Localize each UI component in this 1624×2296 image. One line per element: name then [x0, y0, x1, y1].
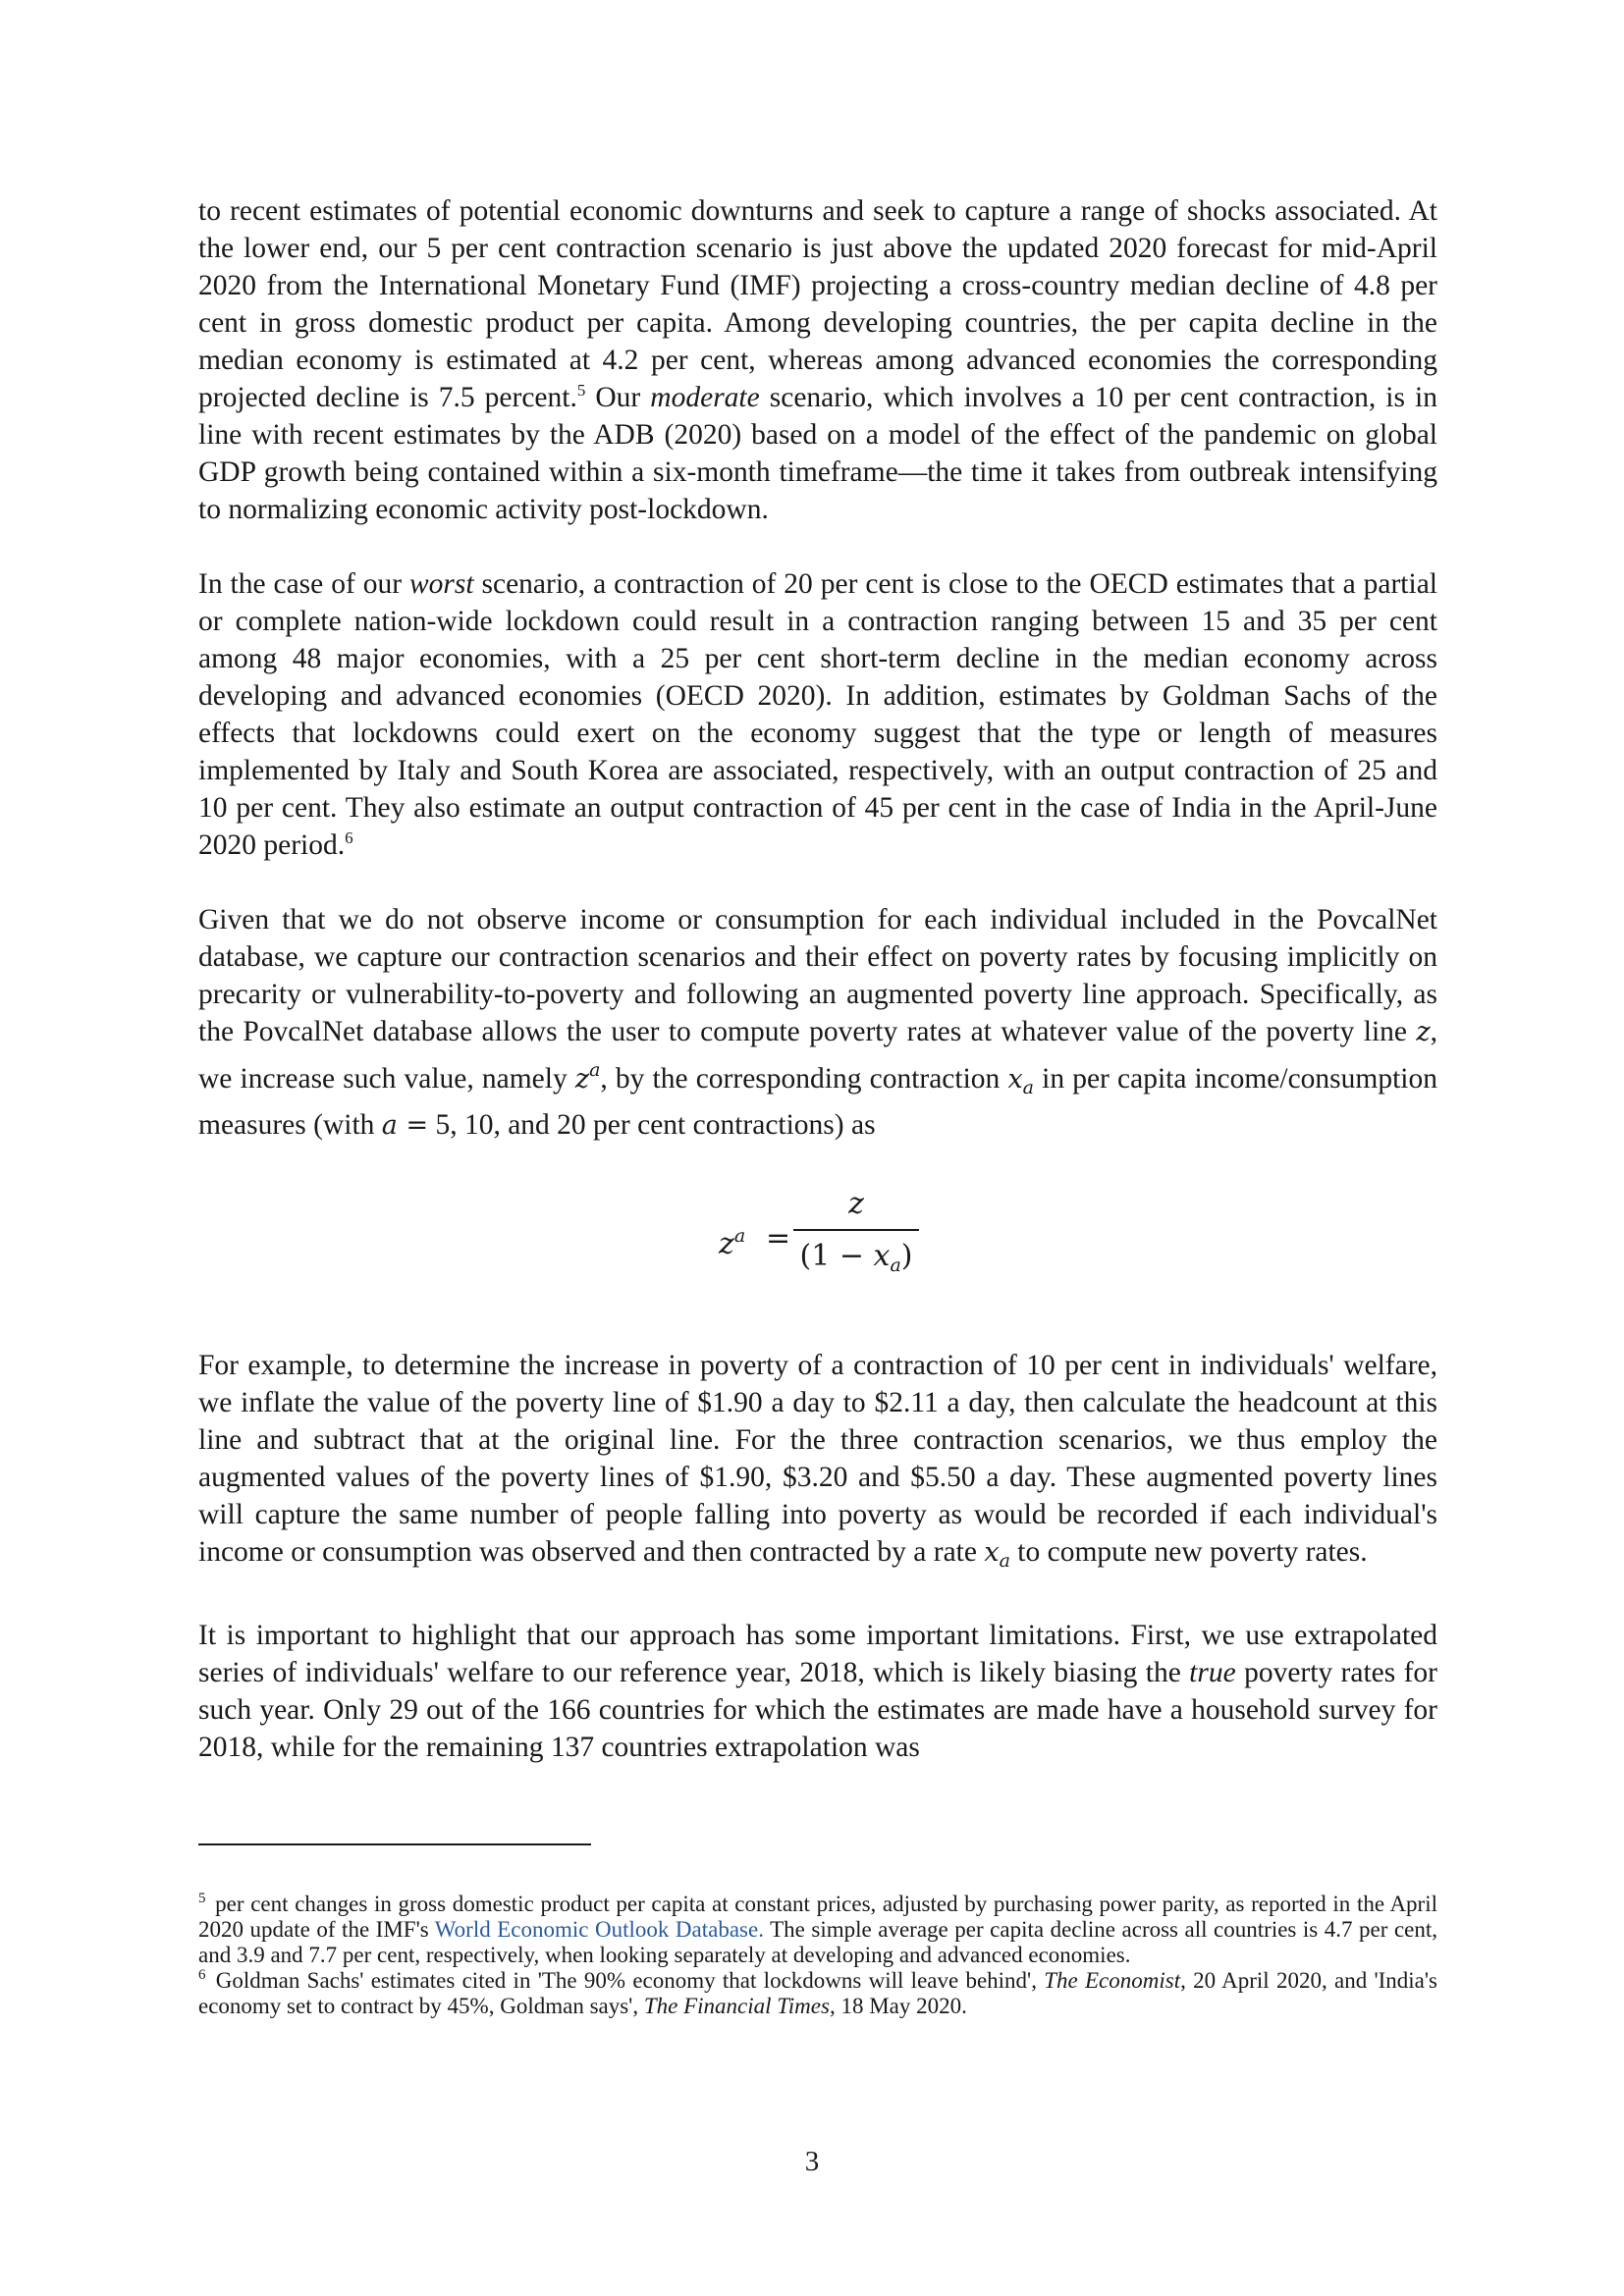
paragraph-5: It is important to highlight that our approach has some important limitations. First, we use extrapolated series of individuals' welfare to our reference year, 2018, which is likely biasing the true poverty rates for such year. Only 29 out of the 166 countries for which the estimates are made have a household survey for 2018, while for the remaining 137 countries extrapolation was [198, 1620, 1437, 1763]
equation-equals: = [766, 1221, 791, 1255]
equation-numerator: z [848, 1187, 864, 1221]
paragraph-2: In the case of our worst scenario, a contraction of 20 per cent is close to the OECD estimates that a partial or complete nation-wide lockdown could result in a contraction ranging between 15 and 35 per cent among 48 major economies, with a 25 per cent short-term decline in the median economy across developing and advanced economies (OECD 2020). In addition, estimates by Goldman Sachs of the effects that lockdowns could exert on the economy suggest that the type or length of measures implemented by Italy and South Korea are associated, respectively, with an output contraction of 25 and 10 per cent. They also estimate an output contraction of 45 per cent in the case of India in the April-June 2020 period.$^6$ [198, 568, 1437, 861]
page-number: 3 [804, 2146, 820, 2177]
footnote-separator [198, 1843, 591, 1845]
footnote-ref-5[interactable]: 5 [576, 381, 586, 400]
math-x-a: $x_a$ [1007, 1064, 1034, 1098]
equation-denominator: $(1 - x_a)$ [799, 1239, 913, 1276]
footnotes [198, 1892, 1437, 2019]
paragraph-3: Given that we do not observe income or consumption for each individual included in the PovcalNet database, we capture our contraction scenarios and their effect on poverty rates by focusing implicitly on precarity or vulnerability-to-poverty and following an augmented poverty line approach. Specifically, as the PovcalNet database allows the user to compute poverty rates at whatever value of the poverty line z, we increase such value, namely $z^a$, by the corresponding contraction $x_a$ in per capita income/consumption measures (with a = 5, 10, and 20 per cent contractions) as [198, 904, 1437, 1141]
footnote-5: $^5$ per cent changes in gross domestic product per capita at constant prices, adjusted by purchasing power parity, as reported in the April 2020 update of the IMF's World Economic Outlook Database. The simple average per capita decline across all countries is 4.7 per cent, and 3.9 and 7.7 per cent, respectively, when looking separately at developing and advanced economies. [198, 1891, 1437, 1967]
equation-lhs: $z^a$ [719, 1225, 746, 1261]
math-a-equals: a = [381, 1110, 429, 1141]
math-z-a: $z^a$ [574, 1059, 601, 1095]
paragraph-1: to recent estimates of potential economic downturns and seek to capture a range of shocks associated. At the lower end, our 5 per cent contraction scenario is just above the updated 2020 forecast for mid-April 2020 from the International Monetary Fund (IMF) projecting a cross-country median decline of 4.8 per cent in gross domestic product per capita. Among developing countries, the per capita decline in the median economy is estimated at 4.2 per cent, whereas among advanced economies the corresponding projected decline is 7.5 percent.$^5$ Our moderate scenario, which involves a 10 per cent contraction, is in line with recent estimates by the ADB (2020) based on a model of the effect of the pandemic on global GDP growth being contained within a six-month timeframe—the time it takes from outbreak intensifying to normalizing economic activity post-lockdown. [198, 195, 1437, 525]
fraction-bar [793, 1229, 919, 1231]
equation-fraction [793, 1182, 919, 1287]
math-x-a-rate: $x_a$ [984, 1537, 1010, 1572]
main-text [198, 192, 1437, 1803]
math-z: z [1416, 1017, 1431, 1047]
equation-augmented-line [198, 1182, 1437, 1304]
weo-database-link[interactable]: World Economic Outlook Database. [434, 1917, 764, 1942]
paragraph-4: For example, to determine the increase in poverty of a contraction of 10 per cent in individuals' welfare, we inflate the value of the poverty line of $1.90 a day to $2.11 a day, then calculate the headcount at this line and subtract that at the original line. For the three contraction scenarios, we thus employ the augmented values of the poverty lines of $1.90, $3.20 and $5.50 a day. These augmented poverty lines will capture the same number of people falling into poverty as would be recorded if each individual's income or consumption was observed and then contracted by a rate $x_a$ to compute new poverty rates. [198, 1350, 1437, 1572]
footnote-6: $^6$ Goldman Sachs' estimates cited in 'The 90% economy that lockdowns will leave behind', The Economist, 20 April 2020, and 'India's economy set to contract by 45%, Goldman says', The Financial Times, 18 May 2020. [198, 1967, 1437, 2018]
footnote-ref-6[interactable]: 6 [345, 828, 353, 847]
